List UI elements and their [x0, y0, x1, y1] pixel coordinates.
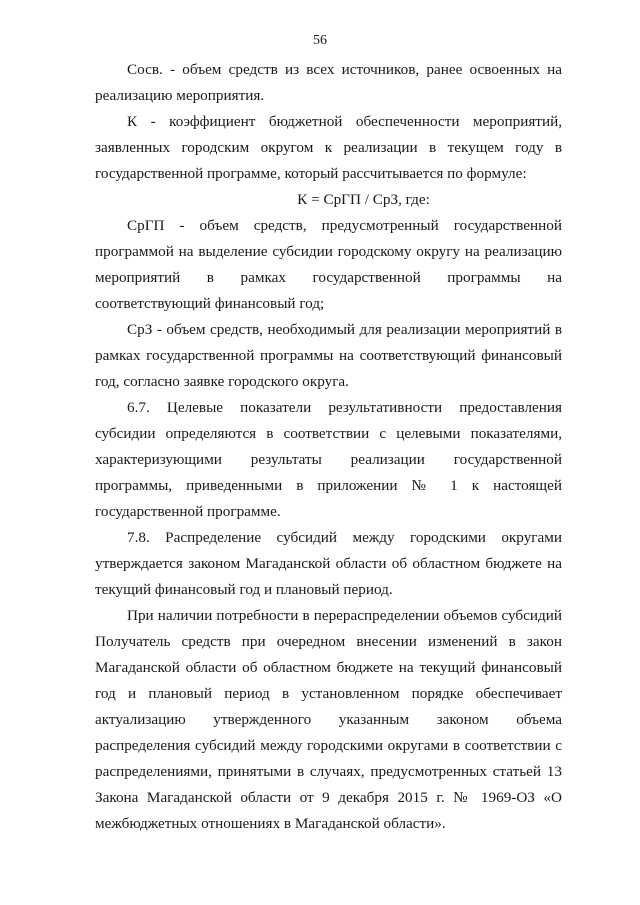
paragraph-srz-definition: СрЗ - объем средств, необходимый для реализации мероприятий в рамках государственной программы на соответствующий финансовый год, согласно заявке городского округа.	[95, 321, 562, 390]
paragraph-7-8: 7.8. Распределение субсидий между городскими округами утверждается законом Магаданской области об областном бюджете на текущий финансовый год и плановый период.	[95, 529, 562, 598]
paragraph-k-definition: К - коэффициент бюджетной обеспеченности мероприятий, заявленных городским округом к реализации в текущем году в государственной программе, который рассчитывается по формуле:	[95, 113, 562, 182]
paragraph-srgp-definition: СрГП - объем средств, предусмотренный государственной программой на выделение субсидии городскому округу на реализацию мероприятий в рамках государственной программы на соответствующий финансовый год;	[95, 217, 562, 312]
page-number: 56	[313, 33, 327, 48]
document-body	[95, 57, 562, 837]
paragraph-redistribution: При наличии потребности в перераспределении объемов субсидий Получатель средств при очередном внесении изменений в закон Магаданской области об областном бюджете на текущий финансовый год и плановый период в установленном порядке обеспечивает актуализацию утвержденного указанным законом объема распределения субсидий между городскими округами в соответствии с распределениями, принятыми в случаях, предусмотренных статьей 13 Закона Магаданской области от 9 декабря 2015 г. № 1969-ОЗ «О межбюджетных отношениях в Магаданской области».	[95, 607, 562, 832]
paragraph-sosv-definition: Сосв. - объем средств из всех источников, ранее освоенных на реализацию мероприятия.	[95, 61, 562, 104]
formula: К = СрГП / СрЗ, где:	[297, 191, 430, 208]
paragraph-6-7: 6.7. Целевые показатели результативности предоставления субсидии определяются в соответствии с целевыми показателями, характеризующими результаты реализации государственной программы, приведенными в приложении № 1 к настоящей государственной программе.	[95, 399, 562, 520]
